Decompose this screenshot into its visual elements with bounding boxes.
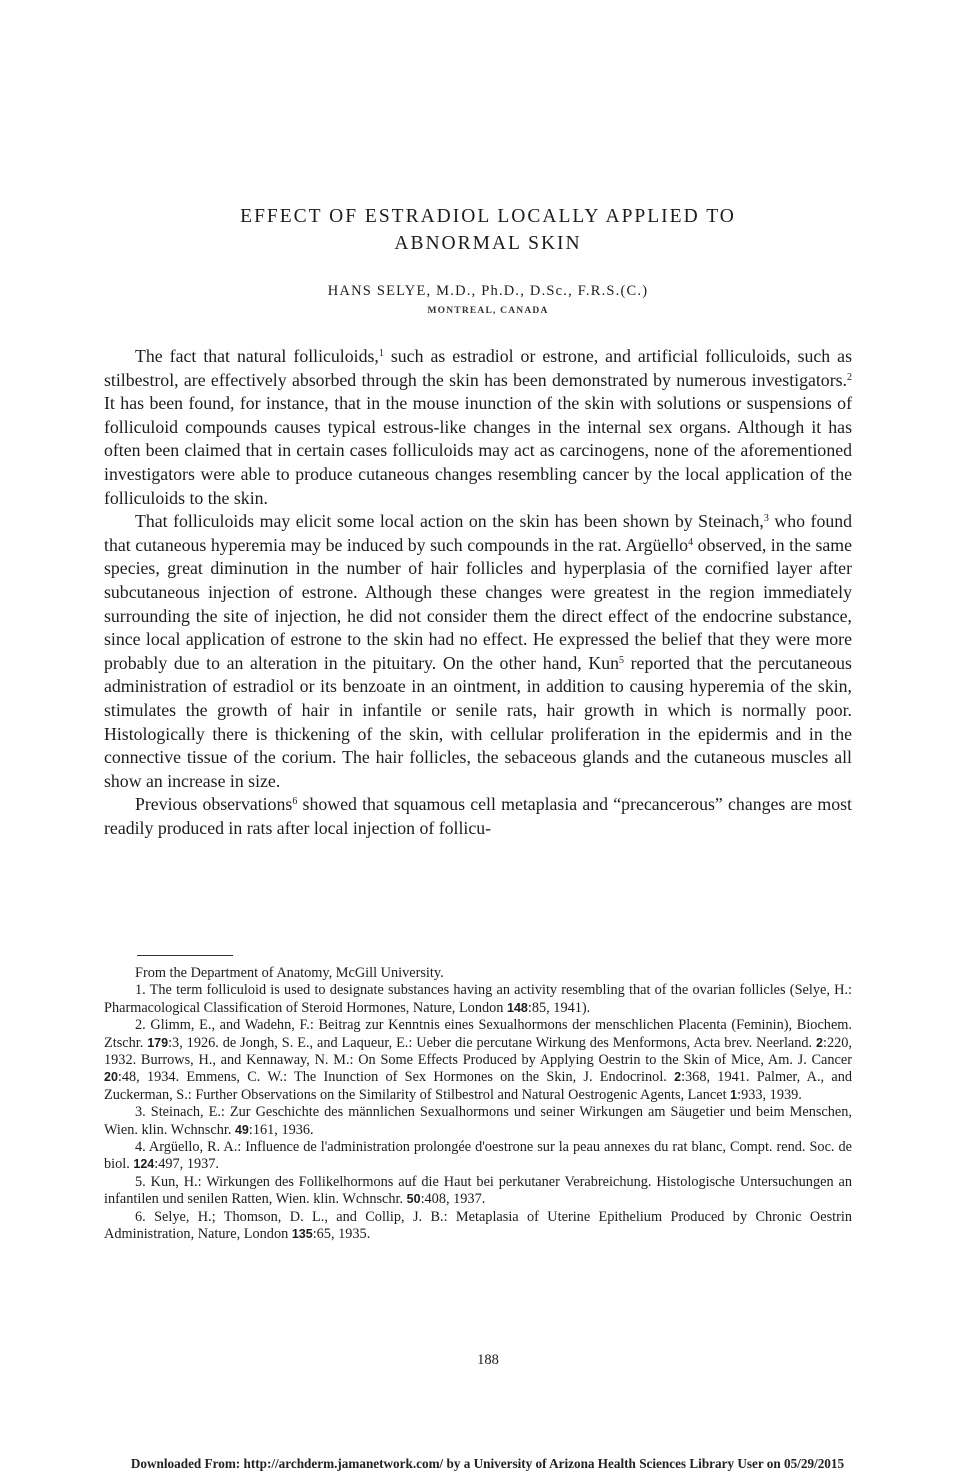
footnote-ref-1[interactable]: 1 xyxy=(378,348,384,359)
text: :3, 1926. de Jongh, S. E., and Laqueur, E.: Ueber die percutane Wirkung des Menformons, Acta brev. Neerland. xyxy=(168,1034,817,1051)
article-title xyxy=(104,203,872,257)
footnote-ref-5[interactable]: 5 xyxy=(619,654,624,666)
volume: 148 xyxy=(507,1000,528,1015)
text: :48, 1934. Emmens, C. W.: The Inunction of Sex Hormones on the Skin, J. Endocrinol. xyxy=(117,1069,675,1086)
volume: 124 xyxy=(133,1157,155,1172)
text: The fact that natural folliculoids, xyxy=(135,346,379,366)
text: reported that the percutaneous administration of estradiol or its benzoate in an ointment, in addition to causing hyperemia of the skin, stimulates the growth of hair in infantile or senile rats, hair growth in which is normally poor. Histologically there is thickening of the skin, with cellular proliferation in the epidermis and in the connective tissue of the corium. The hair follicles, the sebaceous glands and the cutaneous muscles all show an increase in size. xyxy=(104,652,852,791)
footnote-department: From the Department of Anatomy, McGill University. xyxy=(135,965,444,981)
article-body xyxy=(104,345,852,840)
volume: 2 xyxy=(674,1070,682,1085)
text: :161, 1936. xyxy=(248,1121,314,1138)
footnote-ref-2[interactable]: 2 xyxy=(847,371,852,383)
text: showed that squamous cell metaplasia and “precancerous” changes are most readily produced in rats after local injection of follicu- xyxy=(104,794,853,838)
footnotes xyxy=(104,965,852,1244)
volume: 50 xyxy=(406,1192,421,1207)
text: such as estradiol or estrone, and artificial folliculoids, such as stilbestrol, are effectively absorbed through the skin has been demonstrated by numerous investigators. xyxy=(104,346,852,390)
text: :65, 1935. xyxy=(312,1226,371,1243)
text: observed, in the same species, great diminution in the number of hair follicles and hyperplasia of the cornified layer after subcutaneous injection of estrone. Although these changes were greatest in the region immediately surrounding the site of injection, he did not consider them the direct effect of the endocrine substance, since local application of estrone to the skin had no effect. He expressed the belief that they were more probably due to an alteration in the pituitary. On the other hand, Kun xyxy=(104,534,852,673)
text: That folliculoids may elicit some local action on the skin has been shown by Steinach, xyxy=(135,511,764,532)
text: :408, 1937. xyxy=(420,1191,486,1208)
footnote-ref-4[interactable]: 4 xyxy=(688,536,694,548)
footnote-ref-6[interactable]: 6 xyxy=(292,796,298,808)
volume: 1 xyxy=(730,1087,738,1102)
footnote-2 xyxy=(104,1017,852,1104)
affiliation: MONTREAL, CANADA xyxy=(427,306,549,316)
volume: 135 xyxy=(291,1227,313,1242)
footnote-1 xyxy=(104,982,852,1017)
footnote-5 xyxy=(104,1174,852,1209)
footnote-3 xyxy=(104,1104,852,1139)
text: :220, 1932. Burrows, H., and Kennaway, N. M.: On Some Effects Produced by Applying Oestrin to the Skin of Mice, Am. J. Cancer xyxy=(104,1034,852,1069)
download-notice: Downloaded From: http://archderm.jamanetwork.com/ by a University of Arizona Health Sciences Library User on 05/29/2015 xyxy=(130,1456,845,1471)
volume: 49 xyxy=(234,1122,249,1137)
text: 6. Selye, H.; Thomson, D. L., and Collip, J. B.: Metaplasia of Uterine Epithelium Produced by Chronic Oestrin Administration, Nature, London xyxy=(104,1208,852,1243)
volume: 20 xyxy=(104,1070,118,1085)
text: Previous observations xyxy=(135,794,293,815)
page-number: 188 xyxy=(477,1352,499,1368)
text: 1. The term folliculoid is used to designate substances having an activity resembling that of the ovarian follicles (Selye, H.: Pharmacological Classification of Steroid Hormones, Nature, London xyxy=(104,982,852,1016)
text: :933, 1939. xyxy=(737,1086,802,1103)
footnote-6 xyxy=(104,1209,852,1244)
text: :85, 1941). xyxy=(527,999,591,1016)
text: 4. Argüello, R. A.: Influence de l'administration prolongée d'oestrone sur la peau annexes du rat blanc, Compt. rend. Soc. de biol. xyxy=(104,1139,852,1173)
text: 3. Steinach, E.: Zur Geschichte des männlichen Sexualhormons und seiner Wirkungen am Säugetier und beim Menschen, Wien. klin. Wchnschr. xyxy=(104,1104,852,1138)
text: :368, 1941. Palmer, A., and Zuckerman, S.: Further Observations on the Similarity of Stilbestrol and Natural Oestrogenic Agents, Lancet xyxy=(104,1069,852,1103)
footnote-4 xyxy=(104,1139,852,1174)
text: 2. Glimm, E., and Wadehn, F.: Beitrag zur Kenntnis eines Sexualhormons der menschlichen Placenta (Feminin), Biochem. Ztschr. xyxy=(104,1017,852,1051)
title-line-2: ABNORMAL SKIN xyxy=(394,233,582,254)
footnote-ref-3[interactable]: 3 xyxy=(763,513,769,525)
paragraph-2 xyxy=(104,510,852,793)
volume: 2 xyxy=(816,1035,823,1050)
text: :497, 1937. xyxy=(154,1156,219,1173)
author-line: HANS SELYE, M.D., Ph.D., D.Sc., F.R.S.(C.) xyxy=(327,283,649,299)
footnote-divider xyxy=(137,955,233,956)
volume: 179 xyxy=(147,1035,169,1050)
title-line-1: EFFECT OF ESTRADIOL LOCALLY APPLIED TO xyxy=(240,206,736,227)
paragraph-1 xyxy=(104,345,852,510)
text: 5. Kun, H.: Wirkungen des Follikelhormons auf die Haut bei perkutaner Verabreichung. Histologische Untersuchungen an infantilen und senilen Ratten, Wien. klin. Wchnschr. xyxy=(104,1173,852,1208)
paragraph-3 xyxy=(104,793,852,840)
text: who found that cutaneous hyperemia may be induced by such compounds in the rat. Argüello xyxy=(104,511,853,555)
text: It has been found, for instance, that in the mouse inunction of the skin with solutions or suspensions of folliculoid compounds causes typical estrous-like changes in the internal sex organs. Although it has often been claimed that in certain cases folliculoids may act as carcinogens, none of the aforementioned investigators were able to produce cutaneous changes resembling cancer by the local application of the folliculoids to the skin. xyxy=(104,393,852,508)
